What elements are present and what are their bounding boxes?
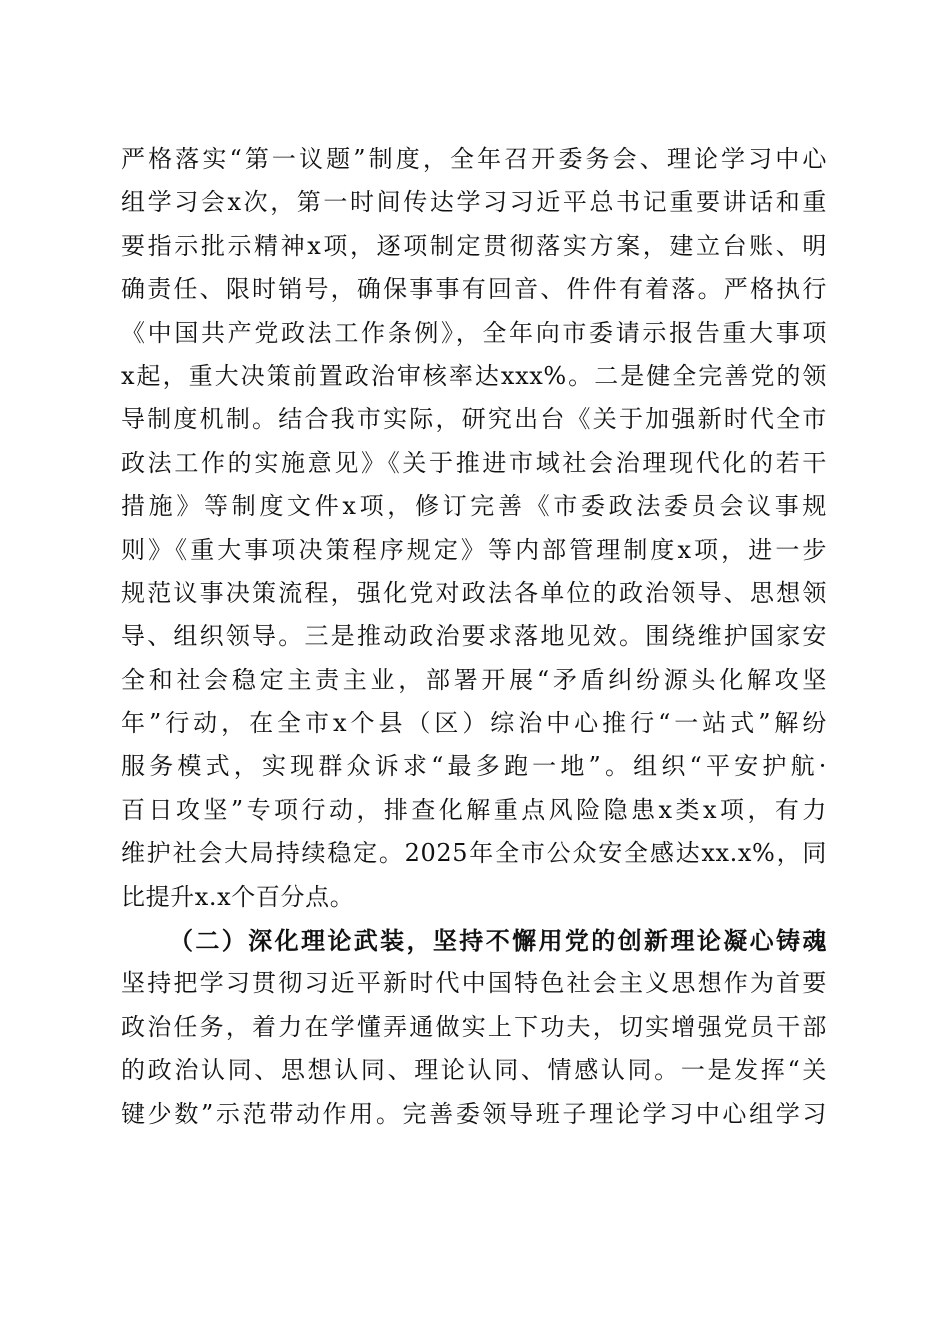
document-body	[121, 138, 827, 1136]
paragraph-line: 年”行动，在全市x个县（区）综治中心推行“一站式”解纷	[121, 709, 827, 738]
paragraph-line: 服务模式，实现群众诉求“最多跑一地”。组织“平安护航·	[121, 752, 827, 781]
paragraph-line: 坚持把学习贯彻习近平新时代中国特色社会主义思想作为首要	[121, 969, 827, 998]
paragraph-line: 政法工作的实施意见》《关于推进市域社会治理现代化的若干	[121, 448, 827, 477]
paragraph-line: 的政治认同、思想认同、理论认同、情感认同。一是发挥“关	[121, 1056, 827, 1085]
paragraph-line: 全和社会稳定主责主业，部署开展“矛盾纠纷源头化解攻坚	[121, 665, 827, 694]
paragraph-line: 导、组织领导。三是推动政治要求落地见效。围绕维护国家安	[121, 622, 827, 651]
paragraph-line: 规范议事决策流程，强化党对政法各单位的政治领导、思想领	[121, 578, 827, 607]
paragraph-line: 措施》等制度文件x项，修订完善《市委政法委员会议事规	[121, 492, 827, 521]
paragraph-line: 政治任务，着力在学懂弄通做实上下功夫，切实增强党员干部	[121, 1012, 827, 1041]
paragraph-line: 导制度机制。结合我市实际，研究出台《关于加强新时代全市	[121, 405, 827, 434]
paragraph-line: 《中国共产党政法工作条例》，全年向市委请示报告重大事项	[121, 318, 827, 347]
paragraph-line: 组学习会x次，第一时间传达学习习近平总书记重要讲话和重	[121, 188, 827, 217]
paragraph-line: 确责任、限时销号，确保事事有回音、件件有着落。严格执行	[121, 275, 827, 304]
paragraph-line: 则》《重大事项决策程序规定》等内部管理制度x项，进一步	[121, 535, 827, 564]
paragraph-line: 百日攻坚”专项行动，排查化解重点风险隐患x类x项，有力	[121, 795, 827, 824]
section-heading: （二）深化理论武装，坚持不懈用党的创新理论凝心铸魂	[169, 926, 827, 956]
paragraph-line: 严格落实“第一议题”制度，全年召开委务会、理论学习中心	[121, 145, 827, 173]
paragraph-line: 要指示批示精神x项，逐项制定贯彻落实方案，建立台账、明	[121, 231, 827, 260]
paragraph-line: x起，重大决策前置政治审核率达xxx%。二是健全完善党的领	[121, 361, 827, 390]
paragraph-line: 键少数”示范带动作用。完善委领导班子理论学习中心组学习	[121, 1099, 827, 1128]
paragraph-line: 维护社会大局持续稳定。2025年全市公众安全感达xx.x%，同	[121, 839, 827, 868]
paragraph-line: 比提升x.x个百分点。	[121, 882, 355, 911]
